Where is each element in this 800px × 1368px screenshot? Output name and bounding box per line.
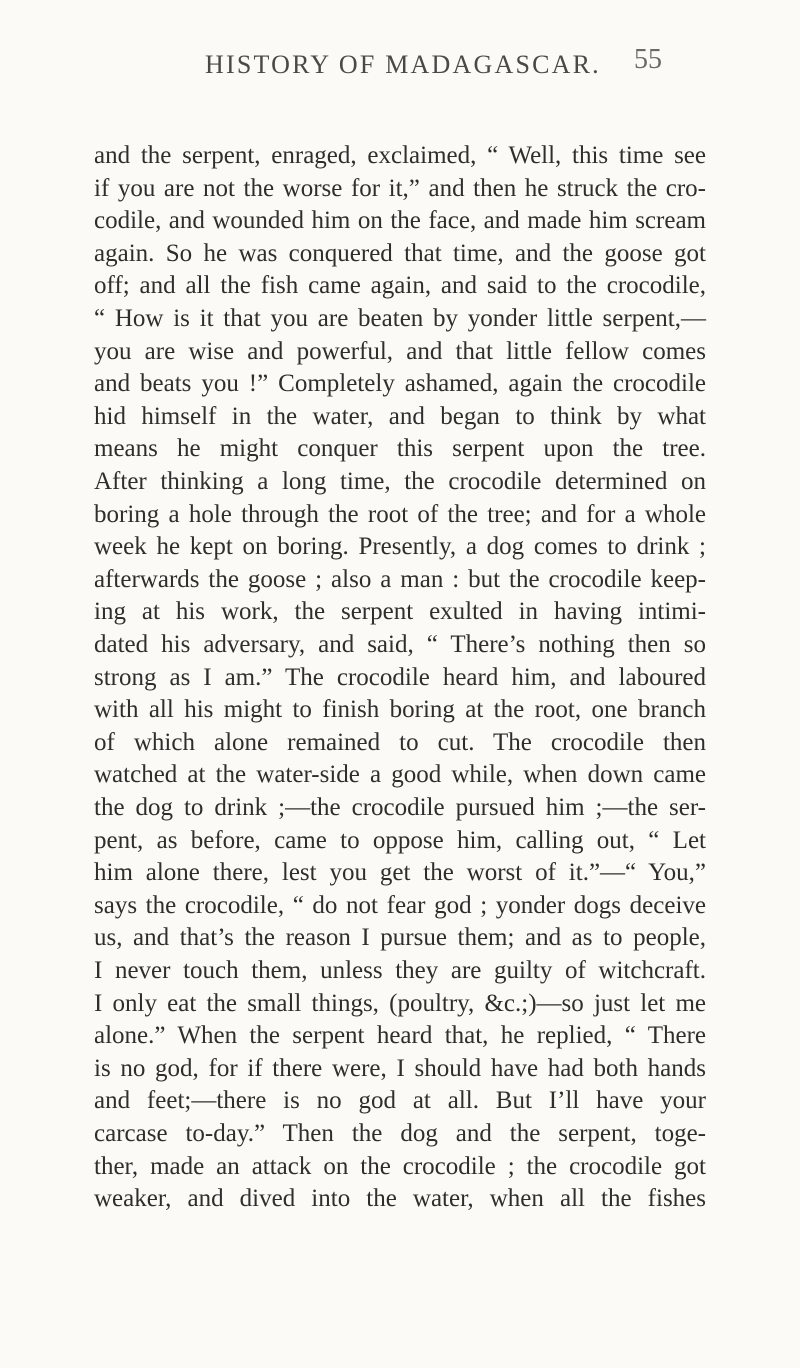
- running-head: HISTORY OF MADAGASCAR.: [205, 50, 601, 79]
- text-line: says the crocodile, “ do not fear god ; yonder dogs deceive: [94, 891, 706, 919]
- text-line: carcase to-day.” Then the dog and the serpent, toge-: [94, 1120, 706, 1147]
- text-line: is no god, for if there were, I should have had both hands: [94, 1054, 706, 1082]
- text-line: weaker, and dived into the water, when all the fishes: [94, 1185, 706, 1213]
- text-line: and feet;—there is no god at all. But I’ll have your: [94, 1087, 706, 1115]
- text-line: us, and that’s the reason I pursue them; and as to people,: [94, 924, 706, 952]
- text-line: afterwards the goose ; also a man : but the crocodile keep-: [94, 565, 706, 593]
- text-line: off; and all the fish came again, and said to the crocodile,: [94, 272, 706, 300]
- text-line: I never touch them, unless they are guilty of witchcraft.: [94, 957, 706, 984]
- page-number: 55: [634, 44, 662, 75]
- text-line: watched at the water-side a good while, when down came: [94, 761, 706, 789]
- text-line: with all his might to finish boring at the root, one branch: [94, 696, 706, 724]
- text-line: of which alone remained to cut. The crocodile then: [94, 728, 706, 756]
- text-line: the dog to drink ;—the crocodile pursued him ;—the ser-: [94, 794, 706, 821]
- text-line: alone.” When the serpent heard that, he replied, “ There: [94, 1022, 706, 1050]
- text-line: if you are not the worse for it,” and then he struck the cro-: [94, 174, 706, 202]
- text-line: ther, made an attack on the crocodile ; the crocodile got: [94, 1152, 706, 1180]
- text-line: and beats you !” Completely ashamed, again the crocodile: [94, 370, 706, 398]
- text-line: him alone there, lest you get the worst of it.”—“ You,”: [94, 859, 706, 887]
- text-line: After thinking a long time, the crocodile determined on: [94, 468, 706, 495]
- text-line: and the serpent, enraged, exclaimed, “ Well, this time see: [94, 142, 706, 169]
- text-line: codile, and wounded him on the face, and made him scream: [94, 207, 706, 235]
- text-line: dated his adversary, and said, “ There’s nothing then so: [94, 631, 706, 658]
- text-line: week he kept on boring. Presently, a dog comes to drink ;: [94, 533, 706, 561]
- text-line: hid himself in the water, and began to think by what: [94, 402, 706, 430]
- text-line: pent, as before, came to oppose him, calling out, “ Let: [94, 826, 706, 854]
- text-line: “ How is it that you are beaten by yonder little serpent,—: [94, 305, 706, 332]
- text-line: strong as I am.” The crocodile heard him, and laboured: [94, 663, 706, 691]
- text-line: you are wise and powerful, and that little fellow comes: [94, 337, 706, 365]
- text-line: I only eat the small things, (poultry, &c.;)—so just let me: [94, 989, 706, 1017]
- text-line: means he might conquer this serpent upon the tree.: [94, 435, 706, 463]
- page-header: [0, 44, 800, 84]
- text-line: boring a hole through the root of the tree; and for a whole: [94, 500, 706, 528]
- text-line: again. So he was conquered that time, and the goose got: [94, 239, 706, 267]
- text-line: ing at his work, the serpent exulted in having intimi-: [94, 598, 706, 626]
